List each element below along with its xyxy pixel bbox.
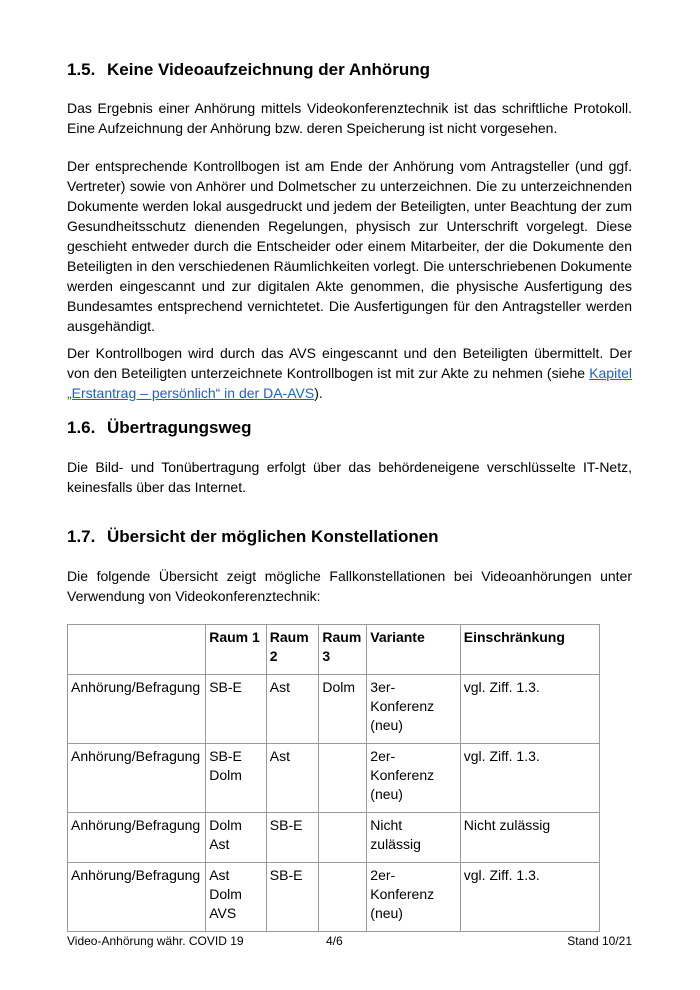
section-1-6-heading — [67, 418, 252, 438]
table-header-row — [68, 625, 600, 675]
table-cell: SB-E — [266, 813, 319, 863]
table-cell: SB-E — [266, 863, 319, 932]
table-cell: Dolm — [319, 675, 367, 744]
table-cell: Anhörung/Befragung — [68, 744, 206, 813]
table-header-cell: Einschränkung — [460, 625, 599, 675]
table-cell — [319, 744, 367, 813]
table-cell: Nicht zulässig — [460, 813, 599, 863]
table-cell: SB-E — [206, 675, 267, 744]
table-header-cell: Raum 2 — [266, 625, 319, 675]
table-header-cell: Raum 1 — [206, 625, 267, 675]
paragraph — [67, 343, 632, 403]
table-cell — [319, 813, 367, 863]
footer-page-number: 4/6 — [326, 934, 343, 948]
table-cell: SB-E Dolm — [206, 744, 267, 813]
table-cell: Anhörung/Befragung — [68, 675, 206, 744]
constellation-table — [67, 624, 600, 932]
section-number: 1.5. — [67, 60, 96, 79]
paragraph: Das Ergebnis einer Anhörung mittels Videokonferenztechnik ist das schriftliche Protokoll. Eine Aufzeichnung der Anhörung bzw. deren Speicherung ist nicht vorgesehen. — [67, 100, 632, 136]
table-row — [68, 813, 600, 863]
footer-date: Stand 10/21 — [567, 934, 632, 948]
section-title: Keine Videoaufzeichnung der Anhörung — [107, 60, 431, 79]
table-cell: Dolm Ast — [206, 813, 267, 863]
chapter-link[interactable]: Kapitel „Erstantrag – persönlich“ in der DA-AVS — [67, 365, 632, 401]
section-1-7-heading — [67, 527, 439, 547]
paragraph: Der entsprechende Kontrollbogen ist am Ende der Anhörung vom Antragsteller (und ggf. Vertreter) sowie von Anhörer und Dolmetscher zu unterzeichnen. Die zu unterzeichnenden Dokumente werden lokal ausgedruckt und jedem der Beteiligten, unter Beachtung der zum Gesundheitsschutz dienenden Regelungen, physisch zur Unterschrift vorgelegt. Diese geschieht entweder durch die Entscheider oder einem Mitarbeiter, der die Dokumente den Beteiligten in den verschiedenen Räumlichkeiten vorlegt. Die unterschriebenen Dokumente werden eingescannt und zur digitalen Akte genommen, die physische Ausfertigung des Bundesamtes entsprechend vernichtetet. Die Ausfertigungen für den Antragsteller werden ausgehändigt. — [67, 158, 632, 334]
table-cell: Anhörung/Befragung — [68, 863, 206, 932]
table-cell — [319, 863, 367, 932]
paragraph: Die Bild- und Tonübertragung erfolgt über das behördeneigene verschlüsselte IT-Netz, keinesfalls über das Internet. — [67, 459, 632, 495]
section-1-5-heading — [67, 60, 430, 80]
section-title: Übersicht der möglichen Konstellationen — [107, 527, 439, 546]
table-cell: Ast — [266, 675, 319, 744]
table-cell: Nicht zulässig — [367, 813, 460, 863]
table-row — [68, 675, 600, 744]
paragraph: Die folgende Übersicht zeigt mögliche Fallkonstellationen bei Videoanhörungen unter Verwendung von Videokonferenztechnik: — [67, 568, 632, 604]
section-title: Übertragungsweg — [107, 418, 252, 437]
table-cell: vgl. Ziff. 1.3. — [460, 675, 599, 744]
section-number: 1.7. — [67, 527, 96, 546]
table-cell: 2er-Konferenz (neu) — [367, 863, 460, 932]
paragraph-text: ). — [314, 385, 323, 401]
table-cell: 3er-Konferenz (neu) — [367, 675, 460, 744]
table-cell: vgl. Ziff. 1.3. — [460, 744, 599, 813]
footer-title: Video-Anhörung währ. COVID 19 — [67, 934, 244, 948]
table-row — [68, 863, 600, 932]
table-cell: vgl. Ziff. 1.3. — [460, 863, 599, 932]
table-cell: 2er-Konferenz (neu) — [367, 744, 460, 813]
paragraph-text: Der Kontrollbogen wird durch das AVS eingescannt und den Beteiligten übermittelt. Der von den Beteiligten unterzeichnete Kontrollbogen ist mit zur Akte zu nehmen (siehe — [67, 345, 632, 381]
table-cell: Ast Dolm AVS — [206, 863, 267, 932]
table-header-cell: Raum 3 — [319, 625, 367, 675]
table-cell: Ast — [266, 744, 319, 813]
table-cell: Anhörung/Befragung — [68, 813, 206, 863]
table-row — [68, 744, 600, 813]
section-number: 1.6. — [67, 418, 96, 437]
table-header-cell: Variante — [367, 625, 460, 675]
table-header-cell — [68, 625, 206, 675]
